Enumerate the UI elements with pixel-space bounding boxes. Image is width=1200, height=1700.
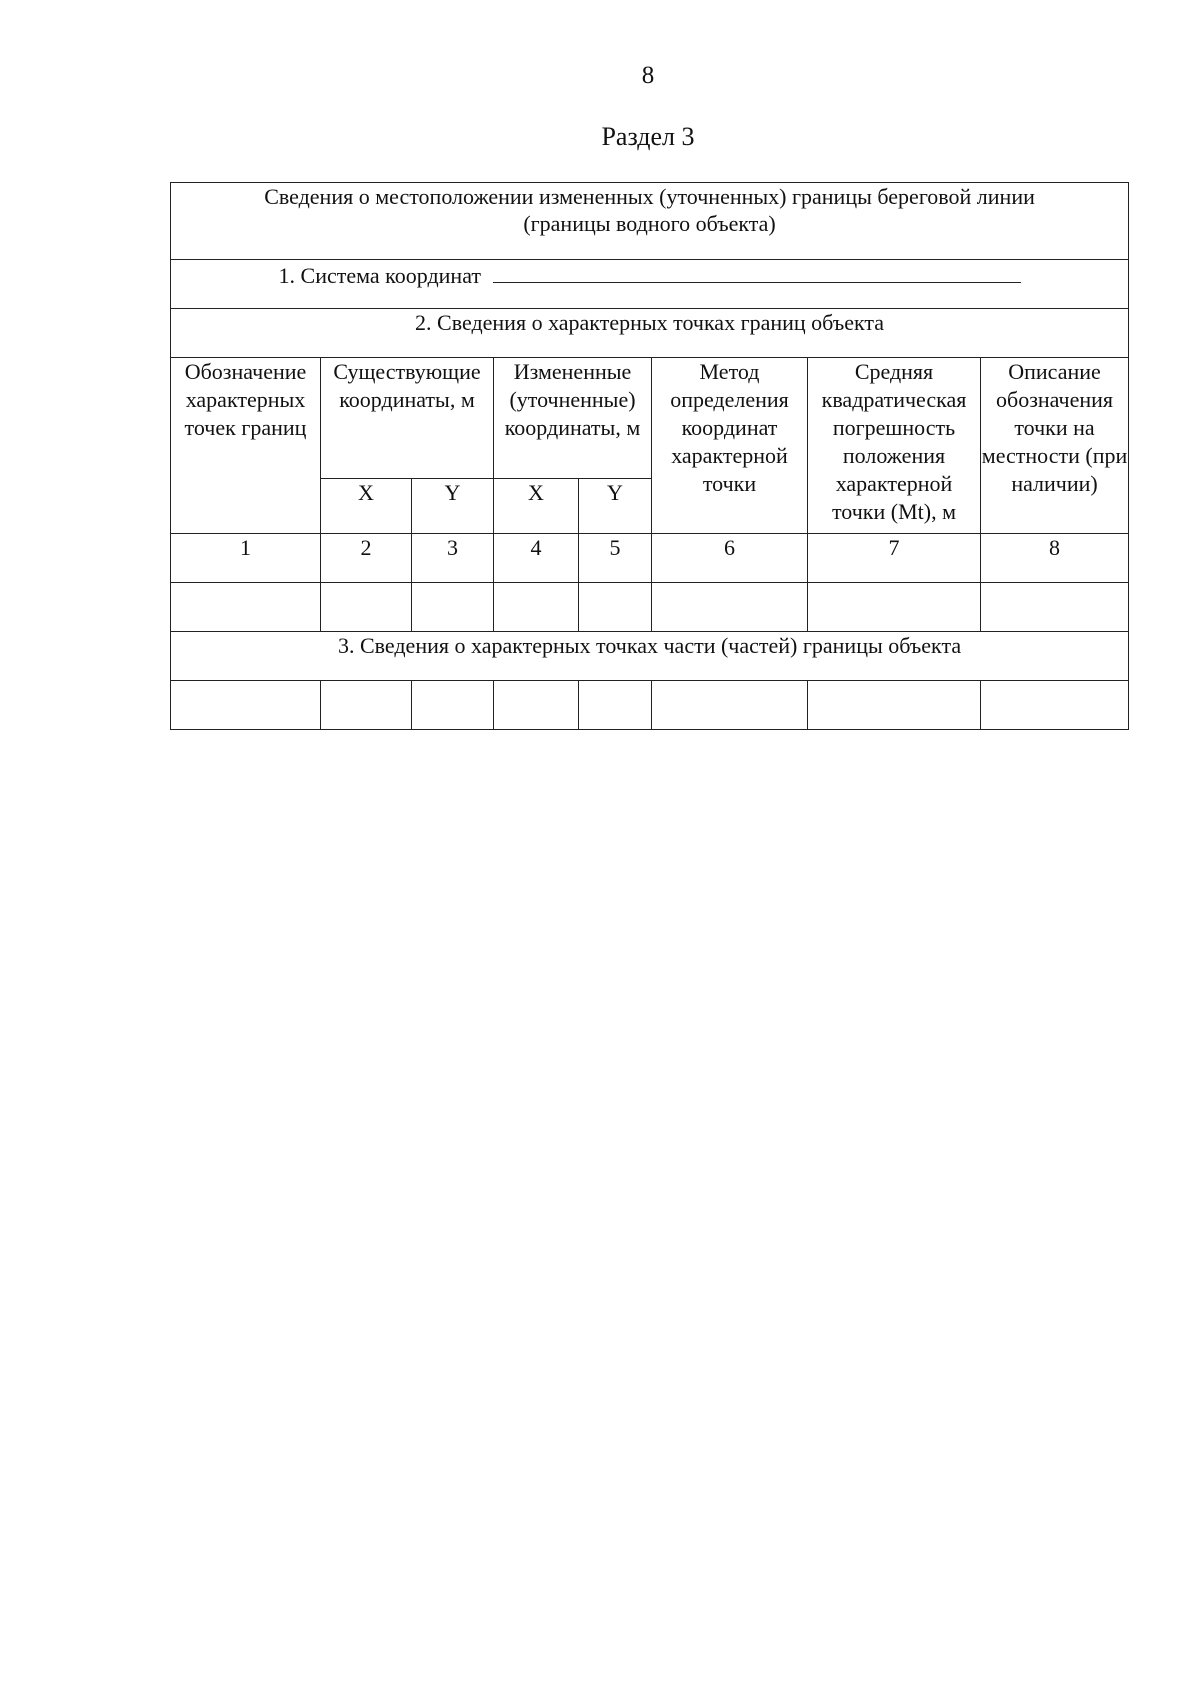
column-number: 4 [494, 534, 579, 583]
column-number: 6 [652, 534, 808, 583]
header-description: Описание обозначения точки на местности (при наличии) [981, 358, 1129, 534]
coord-system-label: 1. Система координат [278, 263, 482, 288]
header-method: Метод определения координат характерной точки [652, 358, 808, 534]
empty-cell[interactable] [652, 583, 808, 632]
header-mean-error: Средняя квадратическая погрешность положения характерной точки (Mt), м [808, 358, 981, 534]
table-caption-line2: (границы водного объекта) [523, 211, 776, 236]
table-row [171, 681, 1129, 730]
empty-cell[interactable] [808, 681, 981, 730]
column-number: 8 [981, 534, 1129, 583]
parts-section-row [171, 632, 1129, 681]
empty-cell[interactable] [808, 583, 981, 632]
coord-system-blank[interactable] [493, 260, 1021, 283]
subheader-changed-y: Y [579, 479, 652, 534]
empty-cell[interactable] [321, 681, 412, 730]
empty-cell[interactable] [652, 681, 808, 730]
empty-cell[interactable] [412, 583, 494, 632]
table-row [171, 583, 1129, 632]
subheader-existing-x: X [321, 479, 412, 534]
subheader-existing-y: Y [412, 479, 494, 534]
empty-cell[interactable] [494, 681, 579, 730]
empty-cell[interactable] [981, 583, 1129, 632]
empty-cell[interactable] [171, 681, 321, 730]
table-caption-line1: Сведения о местоположении измененных (уточненных) границы береговой линии [264, 184, 1035, 209]
header-existing-coords: Существующие координаты, м [321, 358, 494, 479]
empty-cell[interactable] [579, 583, 652, 632]
empty-cell[interactable] [171, 583, 321, 632]
table-caption [171, 183, 1129, 260]
column-number: 7 [808, 534, 981, 583]
empty-cell[interactable] [981, 681, 1129, 730]
subheader-changed-x: X [494, 479, 579, 534]
empty-cell[interactable] [412, 681, 494, 730]
column-number: 2 [321, 534, 412, 583]
page-number: 8 [641, 62, 655, 89]
header-changed-coords: Измененные (уточненные) координаты, м [494, 358, 652, 479]
empty-cell[interactable] [579, 681, 652, 730]
points-section-row [171, 309, 1129, 358]
column-number-row [171, 534, 1129, 583]
column-number: 1 [171, 534, 321, 583]
column-number: 3 [412, 534, 494, 583]
empty-cell[interactable] [321, 583, 412, 632]
empty-cell[interactable] [494, 583, 579, 632]
coord-system-row [171, 260, 1129, 309]
boundary-points-table [170, 182, 1129, 730]
points-section-label: 2. Сведения о характерных точках границ объекта [415, 310, 885, 335]
section-title: Раздел 3 [601, 122, 695, 151]
header-point-designation: Обозначение характерных точек границ [171, 358, 321, 534]
column-number: 5 [579, 534, 652, 583]
parts-section-label: 3. Сведения о характерных точках части (частей) границы объекта [337, 633, 962, 658]
